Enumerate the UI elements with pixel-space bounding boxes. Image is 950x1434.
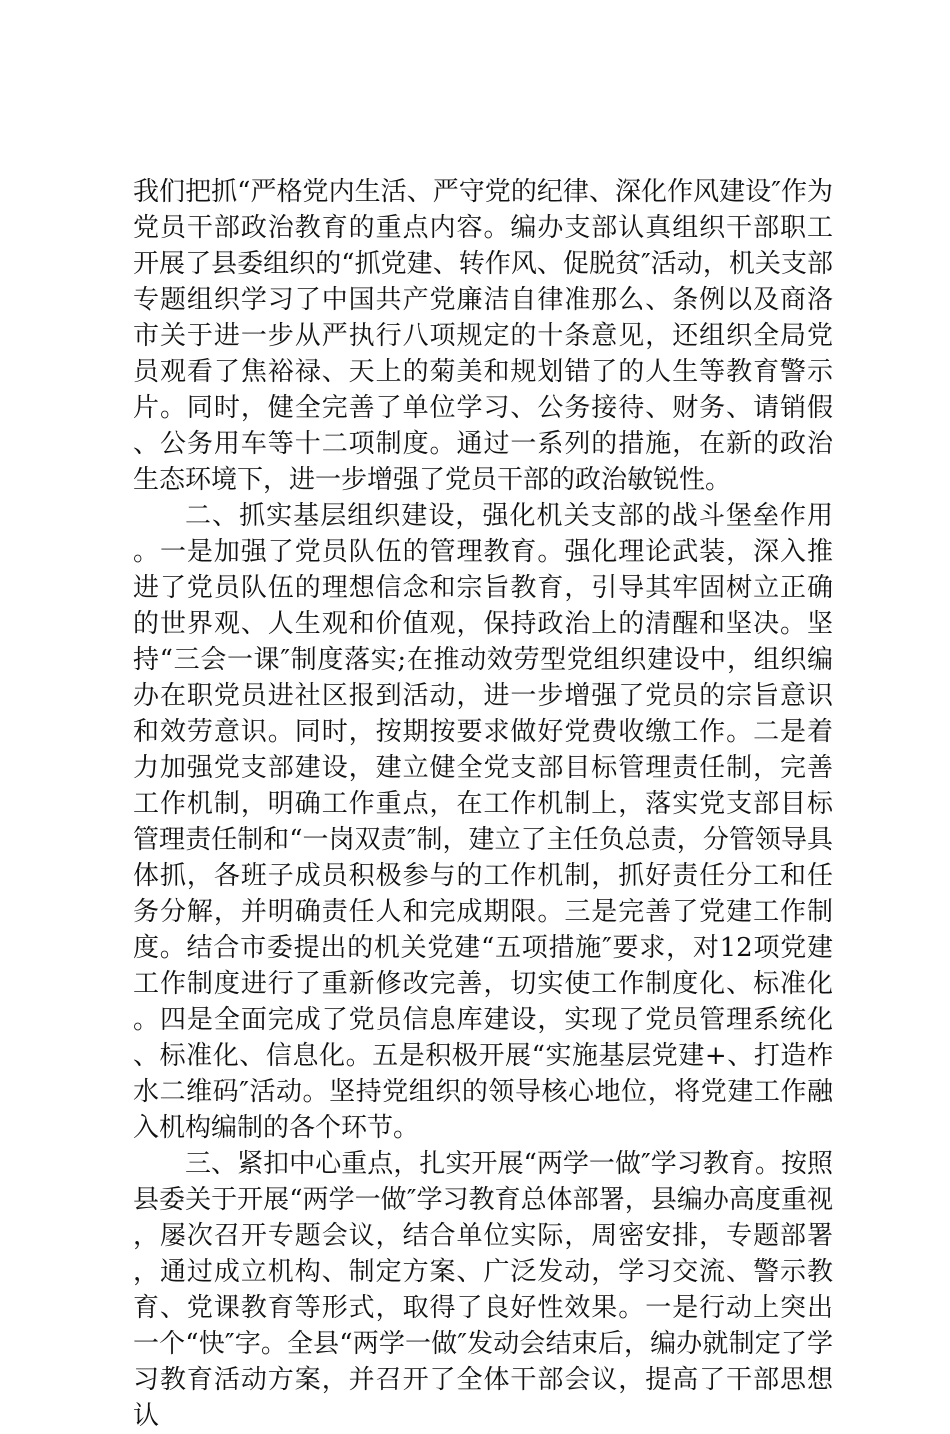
- paragraph-1: 我们把抓“严格党内生活、严守党的纪律、深化作风建设″作为党员干部政治教育的重点内容。编办支部认真组织干部职工开展了县委组织的“抓党建、转作风、促脱贫″活动，机关支部专题组织学习了中国共产党廉洁自律准那么、条例以及商洛市关于进一步从严执行八项规定的十条意见，还组织全局党员观看了焦裕禄、天上的菊美和规划错了的人生等教育警示片。同时，健全完善了单位学习、公务接待、财务、请销假、公务用车等十二项制度。通过一系列的措施，在新的政治生态环境下，进一步增强了党员干部的政治敏锐性。: [133, 177, 833, 495]
- document-body: [133, 174, 833, 1434]
- paragraph-2: 二、抓实基层组织建设，强化机关支部的战斗堡垒作用。一是加强了党员队伍的管理教育。强化理论武装，深入推进了党员队伍的理想信念和宗旨教育，引导其牢固树立正确的世界观、人生观和价值观，保持政治上的清醒和坚决。坚持“三会一课″制度落实;在推动效劳型党组织建设中，组织编办在职党员进社区报到活动，进一步增强了党员的宗旨意识和效劳意识。同时，按期按要求做好党费收缴工作。二是着力加强党支部建设，建立健全党支部目标管理责任制，完善工作机制，明确工作重点，在工作机制上，落实党支部目标管理责任制和“一岗双责″制，建立了主任负总责，分管领导具体抓，各班子成员积极参与的工作机制，抓好责任分工和任务分解，并明确责任人和完成期限。三是完善了党建工作制度。结合市委提出的机关党建“五项措施″要求，对12项党建工作制度进行了重新修改完善，切实使工作制度化、标准化。四是全面完成了党员信息库建设，实现了党员管理系统化、标准化、信息化。五是积极开展“实施基层党建+、打造柞水二维码″活动。坚持党组织的领导核心地位，将党建工作融入机构编制的各个环节。: [133, 501, 833, 1143]
- paragraph-3: 三、紧扣中心重点，扎实开展“两学一做″学习教育。按照县委关于开展“两学一做″学习教育总体部署，县编办高度重视，屡次召开专题会议，结合单位实际，周密安排，专题部署，通过成立机构、制定方案、广泛发动，学习交流、警示教育、党课教育等形式，取得了良好性效果。一是行动上突出一个“快″字。全县“两学一做″发动会结束后，编办就制定了学习教育活动方案，并召开了全体干部会议，提高了干部思想认: [133, 1149, 833, 1431]
